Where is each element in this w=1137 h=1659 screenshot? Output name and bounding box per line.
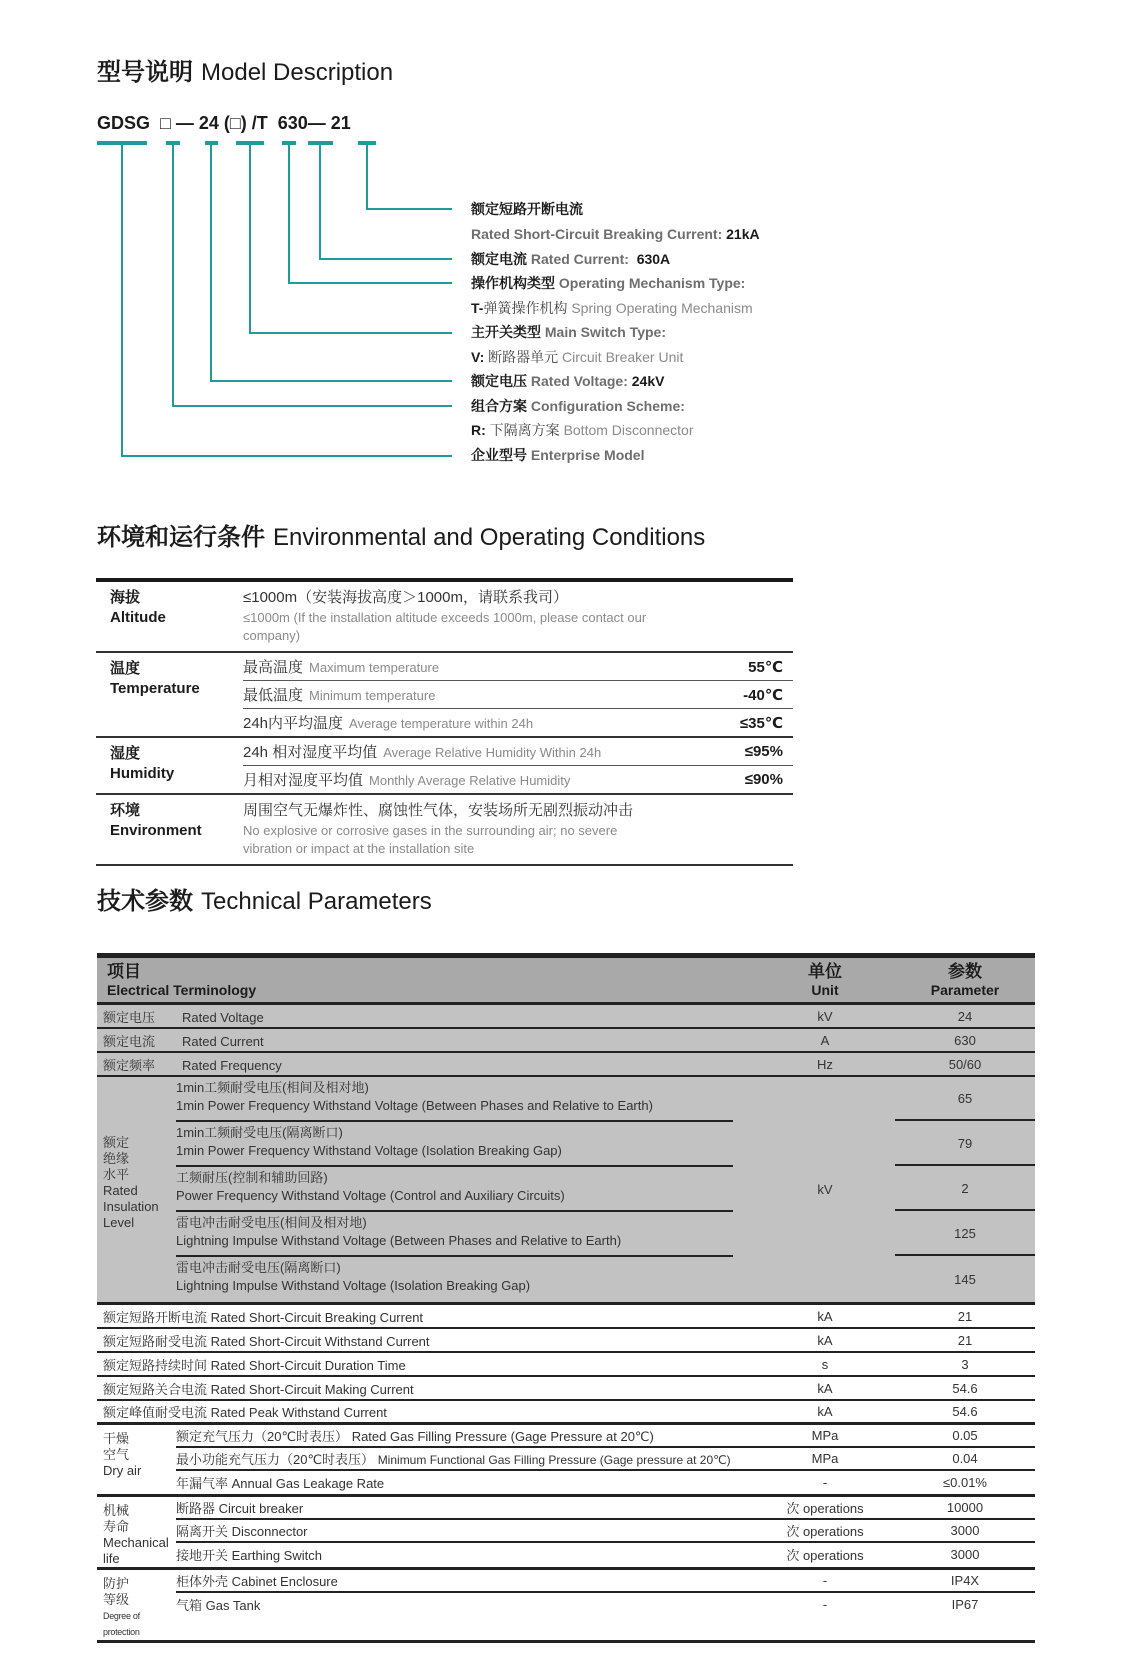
legend-breaking-cn: 额定短路开断电流 — [471, 201, 583, 217]
environment-text-cn: 周围空气无爆炸性、腐蚀性气体，安装场所无剧烈振动冲击 — [243, 802, 634, 819]
altitude-text-en: ≤1000m (If the installation altitude exceeds 1000m, please contact our company) — [243, 610, 647, 643]
legend-config-option: R: 下隔离方案 Bottom Disconnector — [471, 422, 694, 438]
table-header: 项目 Electrical Terminology 单位 Unit 参数 Parameter — [97, 958, 1035, 1005]
legend-current: 额定电流 Rated Current: 630A — [471, 251, 671, 267]
table-row: 柜体外壳 Cabinet Enclosure - IP4X — [176, 1570, 1035, 1593]
legend-enterprise: 企业型号 Enterprise Model — [471, 447, 645, 463]
table-row: 额定峰值耐受电流 Rated Peak Withstand Current kA 54.6 — [97, 1401, 1035, 1425]
env-row: 月相对湿度平均值 Monthly Average Relative Humidity ≤90% — [243, 771, 783, 789]
table-row: 接地开关 Earthing Switch 次 operations 3000 — [176, 1547, 980, 1563]
legend-switch: 主开关类型 Main Switch Type: — [471, 324, 666, 340]
env-temperature — [96, 653, 793, 738]
legend-mechanism: 操作机构类型 Operating Mechanism Type: — [471, 275, 746, 291]
title-en: Model Description — [201, 59, 394, 86]
model-code: GDSG □ — 24 (□) /T 630— 21 — [97, 113, 351, 133]
env-environment — [96, 795, 793, 866]
table-row: 年漏气率 Annual Gas Leakage Rate - ≤0.01% — [176, 1475, 987, 1491]
env-label: 海拔 Altitude — [110, 589, 166, 626]
mechanical-life-label: 机械 寿命 Mechanical life — [103, 1503, 169, 1566]
insulation-group — [97, 1077, 1035, 1305]
table-row: 额定短路持续时间 Rated Short-Circuit Duration Time s 3 — [97, 1353, 1035, 1377]
env-row: 最低温度 Minimum temperature -40℃ — [243, 681, 793, 709]
dry-air-label: 干燥 空气 Dry air — [103, 1431, 142, 1478]
table-row: 雷电冲击耐受电压(相间及相对地) Lightning Impulse Withstand Voltage (Between Phases and Relative to Earth) 125 — [176, 1212, 1035, 1257]
technical-table — [97, 953, 1035, 1643]
table-row: 雷电冲击耐受电压(隔离断口) Lightning Impulse Withstand Voltage (Isolation Breaking Gap) 145 — [176, 1260, 976, 1293]
table-row: 气箱 Gas Tank - IP67 — [176, 1597, 979, 1613]
legend-config: 组合方案 Configuration Scheme: — [471, 398, 685, 414]
table-row: 额定短路耐受电流 Rated Short-Circuit Withstand Current kA 21 — [97, 1329, 1035, 1353]
env-label: 温度 Temperature — [110, 660, 200, 697]
connector-mechanism — [289, 143, 452, 283]
mechanical-life-group — [97, 1497, 1035, 1570]
technical-title: 技术参数 Technical Parameters — [97, 888, 432, 915]
legend-mechanism-option: T-弹簧操作机构 Spring Operating Mechanism — [471, 300, 753, 316]
dry-air-group — [97, 1425, 1035, 1497]
table-row: 隔离开关 Disconnector 次 operations 3000 — [176, 1520, 1035, 1543]
connector-breaking — [367, 143, 452, 209]
env-humidity — [96, 738, 793, 795]
legend-switch-option: V: 断路器单元 Circuit Breaker Unit — [471, 349, 684, 365]
table-row: 额定充气压力（20℃时表压） Rated Gas Filling Pressure (Gage Pressure at 20℃) MPa 0.05 — [176, 1425, 1035, 1448]
connector-current — [320, 143, 452, 259]
table-row: 断路器 Circuit breaker 次 operations 10000 — [176, 1497, 1035, 1520]
env-altitude — [96, 582, 793, 653]
connector-config — [173, 143, 452, 406]
protection-group — [97, 1570, 1035, 1643]
env-row: 最高温度 Maximum temperature 55℃ — [243, 653, 793, 681]
env-row: 24h内平均温度 Average temperature within 24h ≤35℃ — [243, 714, 783, 732]
table-row: 额定短路关合电流 Rated Short-Circuit Making Current kA 54.6 — [97, 1377, 1035, 1401]
connector-enterprise — [122, 143, 452, 456]
environment-text-en: No explosive or corrosive gases in the surrounding air; no severe vibration or impact at the installation site — [243, 823, 618, 856]
protection-label: 防护 等级 Degree of protection — [103, 1576, 140, 1637]
legend-voltage: 额定电压 Rated Voltage: 24kV — [471, 373, 665, 389]
title-cn: 型号说明 — [97, 59, 193, 86]
table-row: 1min工频耐受电压(相间及相对地) 1min Power Frequency Withstand Voltage (Between Phases and Relative to Earth) 65 — [176, 1077, 1035, 1122]
insulation-label: 额定 绝缘 水平 Rated Insulation Level — [103, 1135, 159, 1230]
table-row: 最小功能充气压力（20℃时表压） Minimum Functional Gas Filling Pressure (Gage pressure at 20℃) MPa 0.04 — [176, 1448, 1035, 1471]
altitude-text-cn: ≤1000m（安装海拔高度＞1000m，请联系我司） — [243, 589, 568, 606]
table-row: 1min工频耐受电压(隔离断口) 1min Power Frequency Withstand Voltage (Isolation Breaking Gap) 79 — [176, 1122, 1035, 1167]
insulation-unit: kV — [817, 1182, 833, 1197]
model-description-title — [97, 52, 393, 87]
table-row: 额定电压 Rated Voltage kV 24 — [97, 1005, 1035, 1029]
env-row: 24h 相对湿度平均值 Average Relative Humidity Within 24h ≤95% — [243, 738, 793, 766]
table-row: 额定电流 Rated Current A 630 — [97, 1029, 1035, 1053]
environment-title: 环境和运行条件 Environmental and Operating Conditions — [97, 524, 706, 551]
table-row: 工频耐压(控制和辅助回路) Power Frequency Withstand Voltage (Control and Auxiliary Circuits) 2 — [176, 1167, 1035, 1212]
legend-breaking-en: Rated Short-Circuit Breaking Current: 21kA — [471, 226, 760, 242]
env-label: 湿度 Humidity — [110, 745, 175, 782]
connector-switch — [250, 143, 452, 333]
env-label: 环境 Environment — [110, 802, 202, 839]
table-row: 额定短路开断电流 Rated Short-Circuit Breaking Current kA 21 — [97, 1305, 1035, 1329]
table-row: 额定频率 Rated Frequency Hz 50/60 — [97, 1053, 1035, 1077]
environment-table — [96, 578, 793, 866]
connector-voltage — [211, 143, 452, 381]
